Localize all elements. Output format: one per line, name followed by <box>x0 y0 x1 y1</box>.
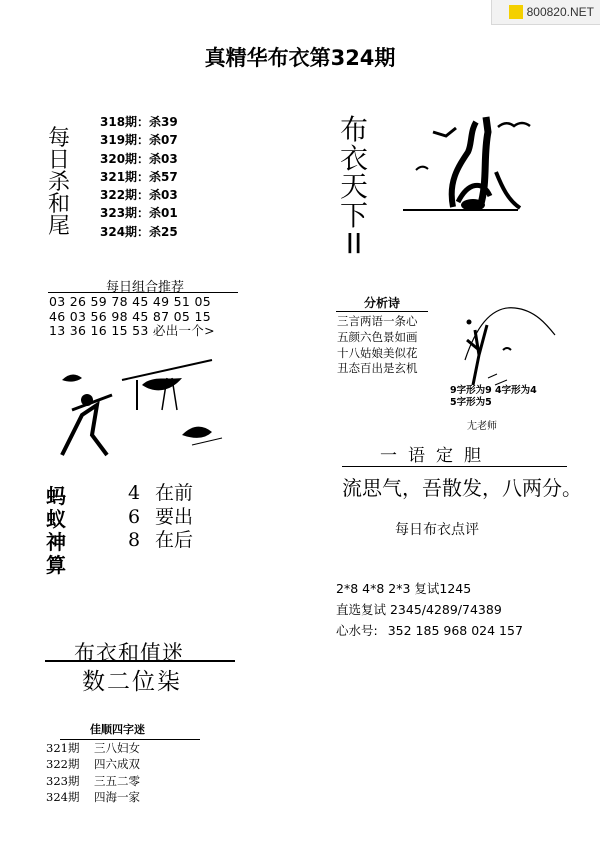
label-char: 蚁 <box>46 507 66 531</box>
idiom-row <box>46 789 140 805</box>
divider <box>342 466 567 467</box>
label-char: 算 <box>46 553 66 577</box>
label-char: 杀 <box>47 170 70 195</box>
combo-row: 13 36 16 15 53 必出一个> <box>49 323 215 338</box>
ant-num: 4 <box>128 482 141 504</box>
ant-text: 要出 <box>155 505 194 528</box>
daily-tail-label <box>47 128 71 238</box>
combo-title: 每日组合推荐 <box>105 280 184 295</box>
label-char: 和 <box>47 192 70 217</box>
label-char: 每 <box>47 126 70 151</box>
idiom-period: 324期 <box>46 789 80 804</box>
ant-text: 在后 <box>155 529 194 551</box>
idiom-text: 三五二零 <box>94 773 140 788</box>
shape-note: 9字形为9 4字形为4 <box>450 385 537 396</box>
daily-comment-title: 每日布衣点评 <box>395 522 479 538</box>
label-char: 下 <box>339 198 368 232</box>
ant-num: 6 <box>128 505 141 528</box>
combo-row: 03 26 59 78 45 49 51 05 <box>49 294 211 309</box>
warrior-illustration <box>42 340 238 460</box>
combo-row: 46 03 56 98 45 87 05 15 <box>49 308 211 324</box>
idiom-row <box>46 740 140 756</box>
tail-row: 318期：杀39 <box>100 115 178 129</box>
tail-row: 320期：杀03 <box>100 151 178 166</box>
label-char: 神 <box>46 530 66 554</box>
idiom-text: 三八妇女 <box>94 741 140 755</box>
ant-rows <box>128 482 193 553</box>
teacher-signature: 尢老师 <box>467 421 497 432</box>
daily-tail-list <box>100 113 178 241</box>
label-char: 布 <box>339 113 368 146</box>
divider <box>48 292 238 293</box>
idiom-list <box>46 740 140 805</box>
code-nums: 352 185 968 024 157 <box>387 623 523 638</box>
ant-calc-label <box>43 485 69 577</box>
shape-note: 5字形为5 <box>450 397 492 408</box>
code-line: 2*8 4*8 2*3 复试1245 <box>336 581 472 596</box>
ant-text: 在前 <box>155 482 194 504</box>
poem-line: 三言两语一条心 <box>337 314 418 328</box>
poem-title: 分析诗 <box>364 296 401 310</box>
ant-num: 8 <box>128 529 141 551</box>
label-char: 衣 <box>339 141 368 175</box>
poem-line: 十八姑娘美似花 <box>337 345 418 360</box>
poem-line: 丑态百出是玄机 <box>337 361 418 376</box>
label-char: 蚂 <box>46 484 66 508</box>
code-label: 心水号: <box>336 623 378 638</box>
buyi-tianxia-label <box>338 113 370 260</box>
ink-riddle-drawing <box>398 112 558 217</box>
ant-row <box>128 482 193 506</box>
tail-row: 322期：杀03 <box>100 188 178 203</box>
idiom-period: 321期 <box>46 741 80 755</box>
poem-line: 五颜六色景如画 <box>337 329 418 344</box>
tail-row: 324期：杀25 <box>100 224 178 239</box>
yiyu-title: 一语定胆 <box>380 446 492 466</box>
tail-row: 323期：杀01 <box>100 206 178 221</box>
label-char: 尾 <box>47 214 70 239</box>
shape-notes <box>450 385 537 409</box>
divider <box>45 660 235 662</box>
idiom-title: 佳顺四字迷 <box>90 723 145 736</box>
ant-row <box>128 529 193 553</box>
yiyu-text: 流思气，吾散发，八两分。 <box>342 476 582 500</box>
poem-lines <box>337 314 418 377</box>
page-title: 真精华布衣第324期 <box>204 46 396 70</box>
tail-row: 319期：杀07 <box>100 133 178 148</box>
label-char: 天 <box>339 170 368 203</box>
tree-sketch <box>455 300 560 388</box>
site-logo-icon <box>509 5 523 19</box>
idiom-row <box>46 773 140 789</box>
divider <box>336 311 428 312</box>
idiom-text: 四六成双 <box>94 757 140 772</box>
idiom-row <box>46 756 140 772</box>
value-mystery-title: 布衣和值迷 <box>74 641 184 665</box>
watermark-text: 800820.NET <box>526 5 594 19</box>
value-mystery-text: 数二位柒 <box>82 669 182 695</box>
code-line <box>336 620 523 641</box>
ant-row <box>128 506 193 530</box>
idiom-period: 322期 <box>46 757 80 772</box>
idiom-text: 四海一家 <box>94 789 140 804</box>
tail-row: 321期：杀57 <box>100 169 178 184</box>
code-line: 直选复试 2345/4289/74389 <box>336 602 502 617</box>
site-watermark <box>491 0 600 25</box>
idiom-period: 323期 <box>46 773 80 788</box>
combo-rows <box>49 295 215 339</box>
daily-comment-codes <box>336 578 523 641</box>
label-char: II <box>345 227 363 260</box>
label-char: 日 <box>47 148 70 173</box>
